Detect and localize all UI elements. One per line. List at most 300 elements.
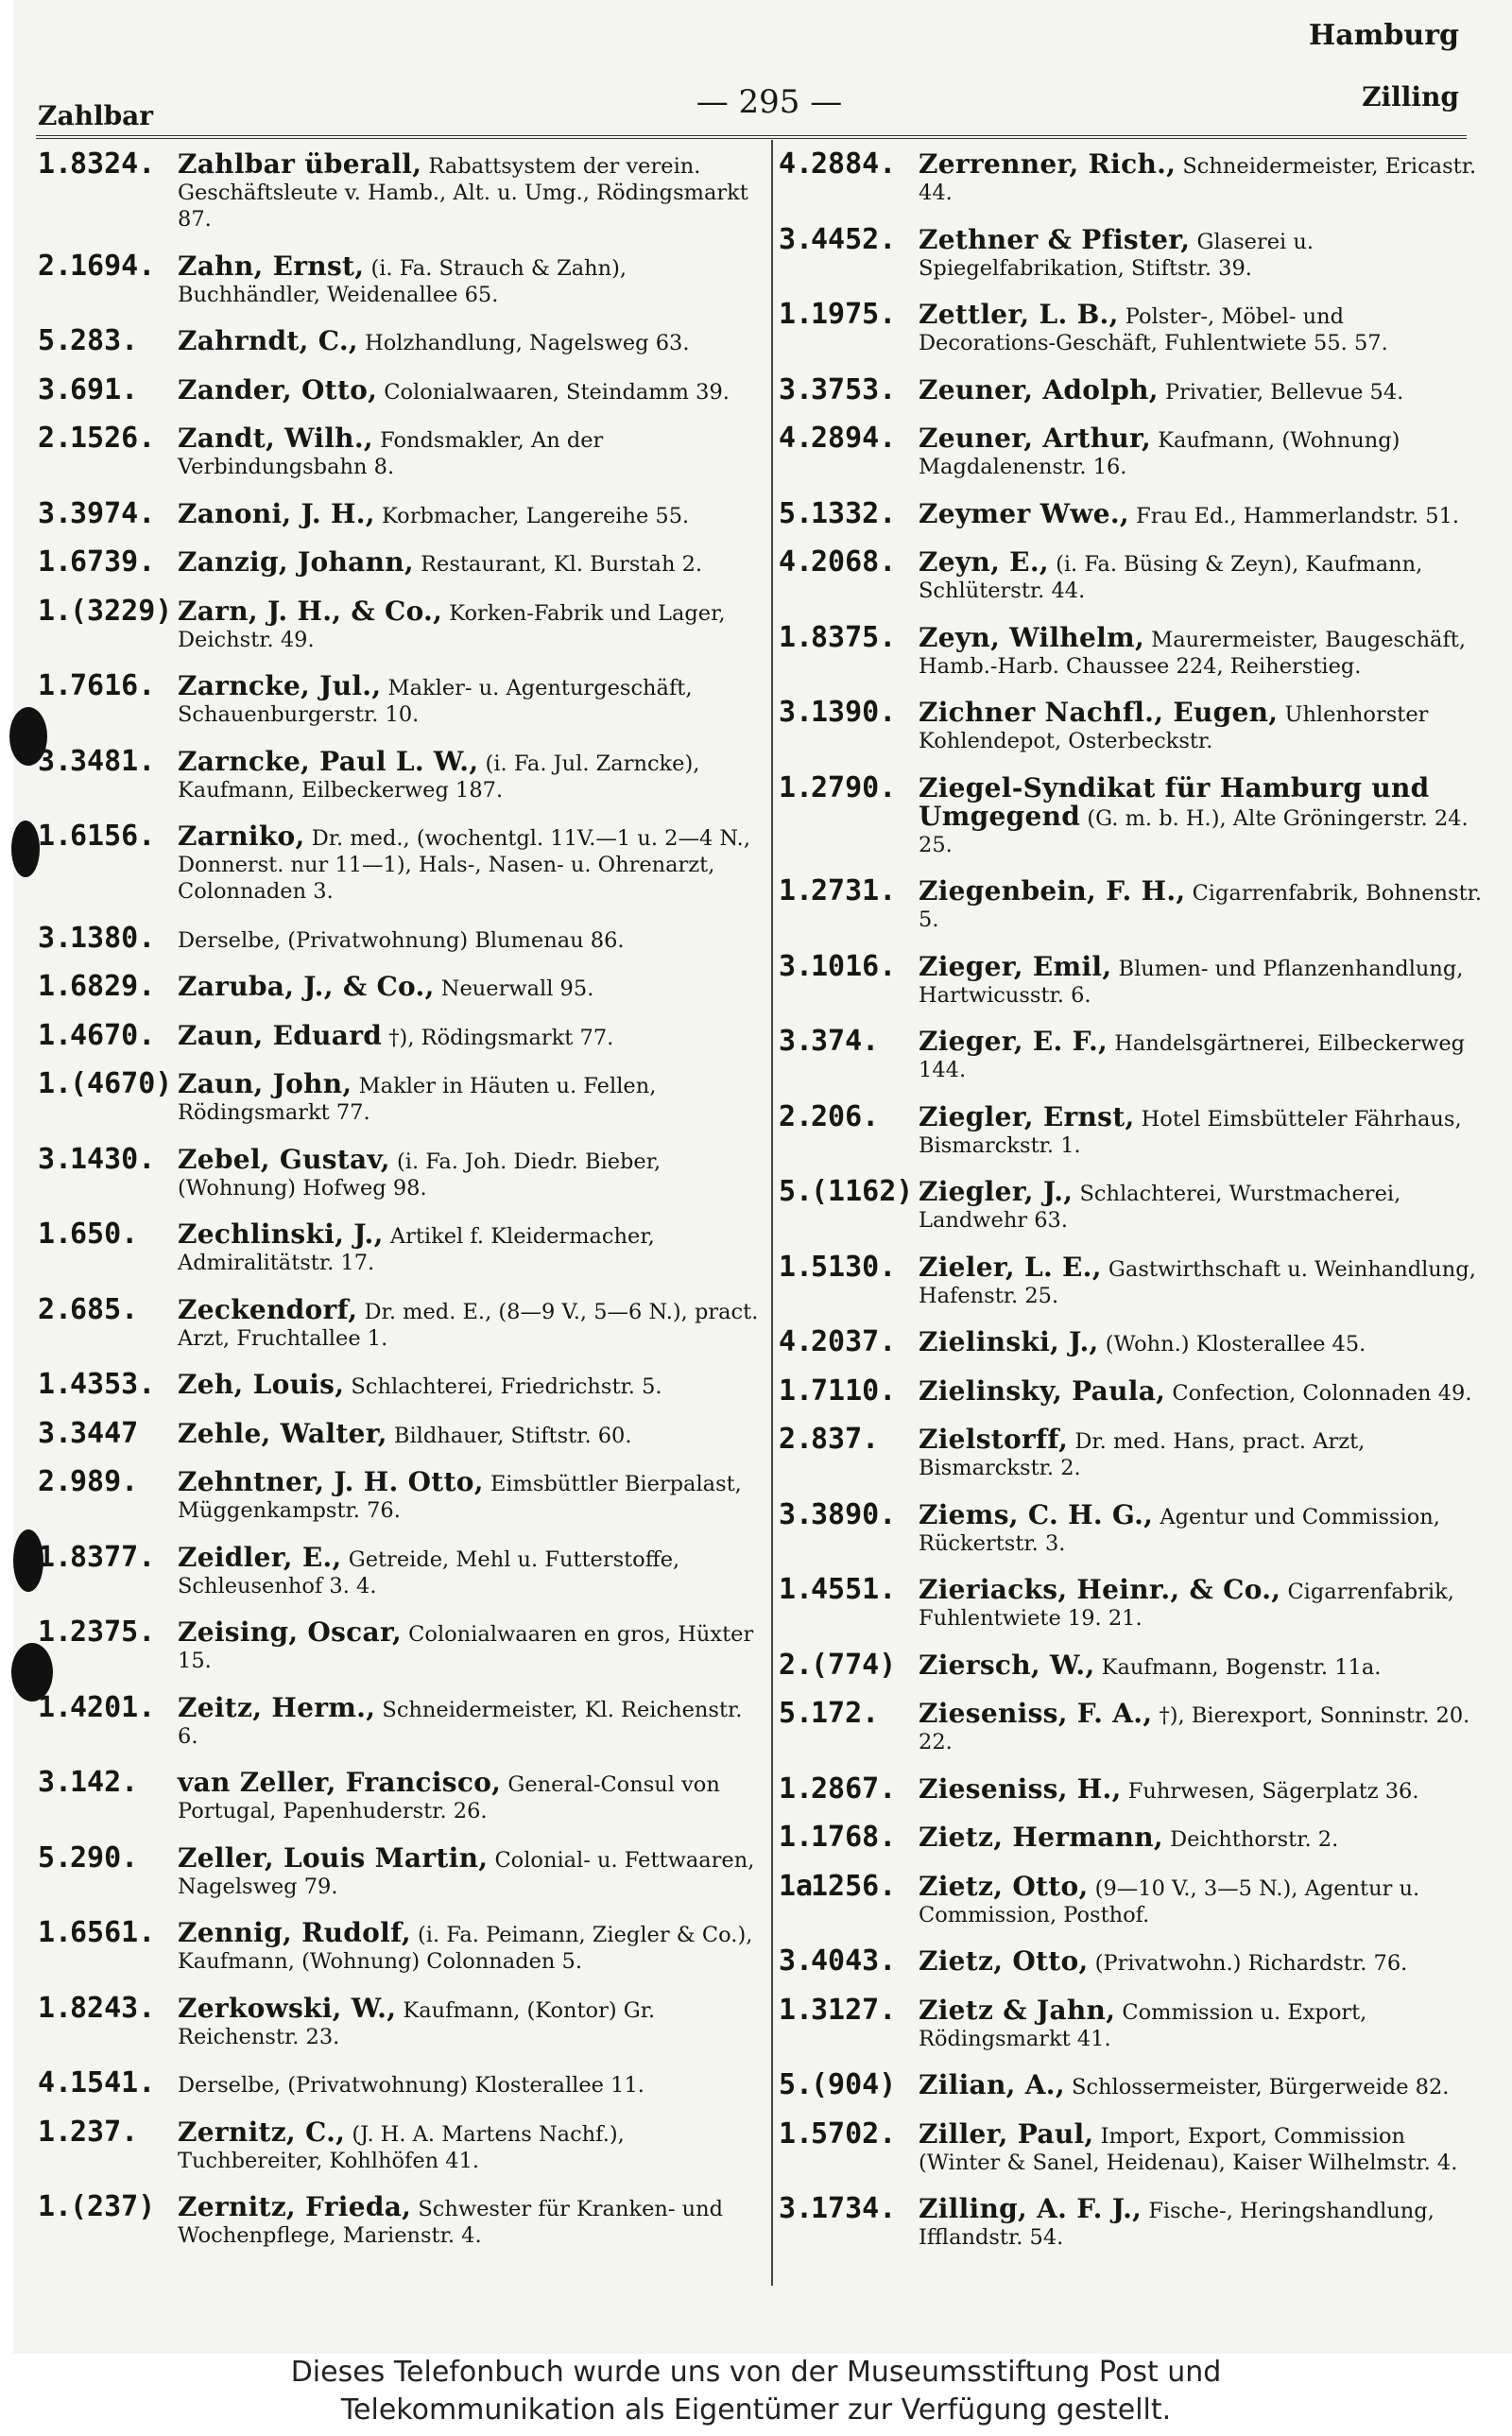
subscriber-name: Zennig, Rudolf, xyxy=(178,1917,411,1948)
directory-entry xyxy=(38,921,762,955)
phone-number xyxy=(779,1869,897,1903)
subscriber-details: Korken-Fabrik und Lager, Deichstr. 49. xyxy=(178,600,726,652)
subscriber-details: (i. Fa. Jul. Zarncke), Kaufmann, Eilbeckerweg 187. xyxy=(178,751,700,803)
line-number: 2375. xyxy=(70,1615,156,1649)
subscriber-details: Colonial- u. Fettwaaren, Nagelsweg 79. xyxy=(178,1847,755,1899)
phone-number xyxy=(38,1067,173,1100)
subscriber-name: Zielinsky, Paula, xyxy=(919,1374,1166,1407)
line-number: 8324. xyxy=(70,147,156,181)
subscriber-name: Zarn, J. H., & Co., xyxy=(178,595,443,627)
phone-number xyxy=(38,372,139,406)
subscriber-name: Zahrndt, C., xyxy=(178,325,358,356)
subscriber-details: Deichthorstr. 2. xyxy=(1162,1827,1339,1852)
subscriber-name: Zandt, Wilh., xyxy=(178,423,373,454)
phone-number xyxy=(38,2115,139,2149)
directory-entry xyxy=(779,874,1486,933)
subscriber-name: Zethner & Pfister, xyxy=(919,223,1191,255)
subscriber-details: Restaurant, Kl. Burstah 2. xyxy=(413,552,703,577)
subscriber-details: Holzhandlung, Nagelsweg 63. xyxy=(357,331,690,355)
directory-entry xyxy=(38,970,762,1003)
subscriber-details: Artikel f. Kleidermacher, Admiralitätstr. 17. xyxy=(178,1224,655,1275)
directory-entry xyxy=(38,744,762,803)
exchange-zone: 1. xyxy=(38,1368,73,1401)
phone-number xyxy=(38,249,156,283)
subscriber-name: Zieriacks, Heinr., & Co., xyxy=(919,1574,1281,1605)
exchange-zone: 5. xyxy=(779,1697,814,1730)
subscriber-name: Zietz & Jahn, xyxy=(919,1994,1116,2026)
subscriber-name: Zietz, Otto, xyxy=(919,1945,1089,1977)
directory-entry xyxy=(779,2192,1486,2251)
left-column xyxy=(38,147,762,2270)
subscriber-name: Zichner Nachfl., Eugen, xyxy=(919,697,1279,728)
phone-number xyxy=(38,496,156,530)
subscriber-details: Gastwirthschaft u. Weinhandlung, Hafenstr. 25. xyxy=(919,1256,1476,1308)
subscriber-details: Glaserei u. Spiegelfabrikation, Stiftstr. 39. xyxy=(919,229,1314,281)
phone-number xyxy=(38,1615,156,1649)
exchange-zone: 3. xyxy=(38,744,73,778)
line-number: 4452. xyxy=(811,222,897,256)
line-number: 142. xyxy=(70,1766,139,1799)
line-number: 2790. xyxy=(811,770,897,804)
subscriber-details: Kaufmann, Bogenstr. 11a. xyxy=(1094,1654,1382,1680)
phone-number xyxy=(38,324,139,357)
phone-number xyxy=(38,1142,156,1176)
exchange-zone: 1. xyxy=(779,2116,814,2151)
subscriber-details: (Privatwohn.) Richardstr. 76. xyxy=(1088,1951,1408,1976)
directory-entry xyxy=(779,1869,1486,1928)
exchange-zone: 1. xyxy=(779,1573,814,1606)
phone-number xyxy=(779,1099,880,1133)
directory-page xyxy=(13,0,1512,2354)
subscriber-details: Handelsgärtnerei, Eilbeckerweg 144. xyxy=(919,1031,1466,1082)
subscriber-name: Ziller, Paul, xyxy=(919,2117,1094,2150)
exchange-zone: 2. xyxy=(38,422,73,455)
directory-entry xyxy=(38,1416,762,1450)
directory-entry xyxy=(38,1690,762,1750)
line-number: 206. xyxy=(811,1099,880,1133)
subscriber-name: Zeyn, E., xyxy=(919,546,1049,578)
directory-entry xyxy=(779,696,1486,754)
subscriber-name: Zahn, Ernst, xyxy=(178,250,365,282)
exchange-zone: 1. xyxy=(38,1018,73,1052)
line-number: 8375. xyxy=(811,620,897,654)
line-number: 8377. xyxy=(70,1540,156,1574)
subscriber-details: Agentur und Commission, Rückertstr. 3. xyxy=(919,1504,1440,1556)
exchange-zone: 2. xyxy=(38,249,73,283)
subscriber-details: (i. Fa. Peimann, Ziegler & Co.), Kaufmann, (Wohnung) Colonnaden 5. xyxy=(178,1923,753,1974)
line-number: 691. xyxy=(70,372,139,406)
directory-entry xyxy=(779,1025,1486,1083)
footer-notice xyxy=(0,2354,1512,2436)
subscriber-name: Zettler, L. B., xyxy=(919,299,1119,330)
line-number: 650. xyxy=(70,1218,139,1251)
subscriber-details: Korbmacher, Langereihe 55. xyxy=(374,503,690,528)
exchange-zone: 5. xyxy=(779,2068,814,2101)
footer-line-2: Telekommunikation als Eigentümer zur Verfügung gestellt. xyxy=(340,2393,1172,2427)
line-number: 3481. xyxy=(70,744,156,778)
directory-entry xyxy=(779,222,1486,282)
subscriber-details: Schneidermeister, Kl. Reichenstr. 6. xyxy=(178,1697,743,1749)
directory-entry xyxy=(779,1325,1486,1358)
line-number: 5702. xyxy=(811,2116,897,2151)
phone-number xyxy=(779,696,897,729)
subscriber-details: Derselbe, (Privatwohnung) Blumenau 86. xyxy=(178,927,625,953)
exchange-zone: 1. xyxy=(38,594,73,628)
subscriber-details: Hotel Eimsbütteler Fährhaus, Bismarckstr. 1. xyxy=(919,1106,1462,1158)
subscriber-details: Eimsbüttler Bierpalast, Müggenkampstr. 76. xyxy=(178,1472,742,1523)
line-number: 837. xyxy=(811,1423,880,1456)
subscriber-name: Ziegenbein, F. H., xyxy=(919,875,1186,907)
binding-hole xyxy=(11,821,40,877)
directory-entry xyxy=(38,1368,762,1401)
subscriber-name: Zielstorff, xyxy=(919,1424,1069,1455)
phone-number xyxy=(38,1018,156,1052)
subscriber-name: Zerkowski, W., xyxy=(178,1992,397,2024)
phone-number xyxy=(38,1766,139,1799)
subscriber-name: Zieger, Emil, xyxy=(919,950,1112,982)
directory-entry xyxy=(779,949,1486,1009)
phone-number xyxy=(779,949,897,983)
phone-number xyxy=(779,2116,897,2151)
line-number: 3974. xyxy=(70,496,156,530)
line-number: 3127. xyxy=(811,1993,897,2027)
directory-entry xyxy=(38,324,762,357)
subscriber-name: Zieger, E. F., xyxy=(919,1026,1108,1057)
directory-entry xyxy=(779,1497,1486,1557)
subscriber-name: Zieseniss, F. A., xyxy=(919,1698,1153,1729)
subscriber-details: (i. Fa. Büsing & Zeyn), Kaufmann, Schlüterstr. 44. xyxy=(919,552,1423,603)
directory-entry xyxy=(779,496,1486,530)
phone-number xyxy=(38,1465,139,1498)
exchange-zone: 1. xyxy=(38,1067,73,1100)
phone-number xyxy=(38,1540,156,1574)
directory-entry xyxy=(38,1218,762,1276)
directory-entry xyxy=(779,298,1486,356)
directory-entry xyxy=(38,594,762,653)
phone-number xyxy=(779,372,897,406)
exchange-zone: 4. xyxy=(779,545,814,579)
subscriber-details: (i. Fa. Joh. Diedr. Bieber, (Wohnung) Hofweg 98. xyxy=(178,1149,662,1201)
subscriber-details: Schneidermeister, Ericastr. 44. xyxy=(919,154,1477,205)
line-number: 4670. xyxy=(70,1018,156,1052)
exchange-zone: 1. xyxy=(38,545,73,579)
subscriber-name: Zeidler, E., xyxy=(178,1541,342,1573)
exchange-zone: 3. xyxy=(779,1944,814,1978)
exchange-zone: 3. xyxy=(38,1416,73,1450)
exchange-zone: 4. xyxy=(38,2066,73,2099)
line-number: 2867. xyxy=(811,1771,897,1805)
phone-number xyxy=(779,1821,897,1854)
subscriber-name: Zieseniss, H., xyxy=(919,1772,1122,1805)
subscriber-details: Import, Export, Commission (Winter & Sanel, Heidenau), Kaiser Wilhelmstr. 4. xyxy=(919,2123,1458,2175)
directory-entry xyxy=(38,820,762,905)
exchange-zone: 3. xyxy=(779,1497,814,1531)
subscriber-name: Zeitz, Herm., xyxy=(178,1691,376,1723)
directory-entry xyxy=(779,2116,1486,2176)
line-number: 4551. xyxy=(811,1573,897,1606)
subscriber-name: Zeller, Louis Martin, xyxy=(178,1841,489,1874)
line-number: 4043. xyxy=(811,1944,897,1978)
line-number: 7616. xyxy=(70,669,156,702)
line-number: 3753. xyxy=(811,372,897,406)
phone-number xyxy=(779,770,897,804)
subscriber-details: Privatier, Bellevue 54. xyxy=(1158,379,1404,405)
directory-entry xyxy=(38,1465,762,1524)
phone-number xyxy=(38,1840,139,1875)
phone-number xyxy=(38,921,156,955)
exchange-zone: 3. xyxy=(779,2192,814,2225)
directory-entry xyxy=(779,620,1486,680)
subscriber-name: Zarniko, xyxy=(178,821,305,852)
subscriber-details: Neuerwall 95. xyxy=(434,976,594,1001)
directory-entry xyxy=(779,1697,1486,1755)
directory-entry xyxy=(779,1373,1486,1408)
directory-entry xyxy=(38,1991,762,2050)
line-number: 6561. xyxy=(70,1916,156,1949)
subscriber-name: Zeymer Wwe., xyxy=(919,497,1129,529)
line-number: 1256. xyxy=(811,1869,897,1903)
subscriber-name: Zeuner, Arthur, xyxy=(919,423,1152,454)
subscriber-details: Kaufmann, (Wohnung) Magdalenenstr. 16. xyxy=(919,428,1400,479)
line-number: 4201. xyxy=(70,1690,156,1724)
exchange-zone: 1. xyxy=(38,1615,73,1649)
exchange-zone: 2. xyxy=(779,1648,814,1682)
phone-number xyxy=(779,496,897,530)
exchange-zone: 3. xyxy=(38,1142,73,1176)
line-number: 1734. xyxy=(811,2192,897,2225)
directory-entry xyxy=(38,1292,762,1352)
phone-number xyxy=(779,1175,914,1208)
directory-entry xyxy=(779,1423,1486,1481)
phone-number xyxy=(38,1292,139,1326)
exchange-zone: 1. xyxy=(779,1993,814,2027)
subscriber-details: Cigarrenfabrik, Fuhlentwiete 19. 21. xyxy=(919,1580,1454,1631)
line-number: 989. xyxy=(70,1465,139,1498)
line-number: 237. xyxy=(70,2115,139,2149)
subscriber-details: (J. H. A. Martens Nachf.), Tuchbereiter, Kohlhöfen 41. xyxy=(178,2121,625,2173)
line-number: (3229) xyxy=(70,594,173,628)
subscriber-name: Zebel, Gustav, xyxy=(178,1143,390,1175)
line-number: 1975. xyxy=(811,298,897,331)
exchange-zone: 3. xyxy=(779,372,814,406)
exchange-zone: 5. xyxy=(38,1840,73,1875)
line-number: (904) xyxy=(811,2068,897,2101)
subscriber-name: Zanoni, J. H., xyxy=(178,497,375,529)
subscriber-details: (i. Fa. Strauch & Zahn), Buchhändler, Weidenallee 65. xyxy=(178,255,627,307)
exchange-zone: 2. xyxy=(779,1099,814,1133)
right-column xyxy=(779,147,1486,2272)
exchange-zone: 1. xyxy=(38,2115,73,2149)
phone-number xyxy=(779,1944,897,1978)
subscriber-name: van Zeller, Francisco, xyxy=(178,1767,502,1798)
exchange-zone: 1. xyxy=(38,970,73,1003)
phone-number xyxy=(779,2192,897,2225)
phone-number xyxy=(779,1025,880,1058)
directory-entry xyxy=(38,1142,762,1201)
line-number: 1694. xyxy=(70,249,156,283)
line-number: (4670) xyxy=(70,1067,173,1100)
phone-number xyxy=(779,1697,880,1730)
exchange-zone: 1. xyxy=(38,1218,73,1251)
exchange-zone: 1. xyxy=(38,1540,73,1574)
phone-number xyxy=(38,820,156,853)
subscriber-details: Fische-, Heringshandlung, Ifflandstr. 54. xyxy=(919,2199,1435,2250)
phone-number xyxy=(38,1416,139,1450)
exchange-zone: 1. xyxy=(779,620,814,654)
directory-entry xyxy=(779,1250,1486,1309)
exchange-zone: 2. xyxy=(38,1465,73,1498)
line-number: 6829. xyxy=(70,970,156,1003)
directory-entry xyxy=(779,1099,1486,1159)
directory-entry xyxy=(779,1771,1486,1805)
phone-number xyxy=(779,1325,897,1358)
subscriber-details: Commission u. Export, Rödingsmarkt 41. xyxy=(919,1999,1367,2051)
exchange-zone: 1. xyxy=(779,1821,814,1854)
directory-entry xyxy=(38,1018,762,1052)
subscriber-name: Ziegler, J., xyxy=(919,1176,1074,1207)
subscriber-details: Schlossermeister, Bürgerweide 82. xyxy=(1064,2075,1450,2099)
subscriber-name: Zehntner, J. H. Otto, xyxy=(178,1466,484,1497)
directory-entry xyxy=(779,1175,1486,1234)
subscriber-name: Ziersch, W., xyxy=(919,1649,1095,1681)
subscriber-details: General-Consul von Portugal, Papenhuderstr. 26. xyxy=(178,1772,720,1823)
exchange-zone: 3. xyxy=(779,222,814,256)
line-number: 1430. xyxy=(70,1142,156,1176)
subscriber-name: Zaun, Eduard xyxy=(178,1019,383,1051)
directory-entry xyxy=(38,422,762,480)
exchange-zone: 1. xyxy=(38,1991,73,2025)
exchange-zone: 1. xyxy=(38,1916,73,1949)
subscriber-details: Rabattsystem der verein. Geschäftsleute v. Hamb., Alt. u. Umg., Rödingsmarkt 87. xyxy=(178,154,748,232)
subscriber-details: Schlachterei, Friedrichstr. 5. xyxy=(344,1374,662,1399)
line-number: 1390. xyxy=(811,696,897,729)
phone-number xyxy=(38,594,173,628)
phone-number xyxy=(38,1991,156,2025)
exchange-zone: 3. xyxy=(779,696,814,729)
phone-number xyxy=(779,1573,897,1606)
header-last-entry-word: Zilling xyxy=(1362,81,1459,112)
line-number: 2731. xyxy=(811,874,897,907)
line-number: 1541. xyxy=(70,2066,156,2099)
phone-number xyxy=(38,1916,156,1949)
subscriber-details: Maurermeister, Baugeschäft, Hamb.-Harb. Chaussee 224, Reiherstieg. xyxy=(919,627,1466,679)
line-number: 290. xyxy=(70,1840,139,1875)
directory-entry xyxy=(38,1067,762,1126)
line-number: 1016. xyxy=(811,949,897,983)
directory-entry xyxy=(38,1916,762,1975)
exchange-zone: 5. xyxy=(779,496,814,530)
directory-entry xyxy=(779,372,1486,406)
exchange-zone: 3. xyxy=(779,1025,814,1058)
subscriber-details: Uhlenhorster Kohlendepot, Osterbeckstr. xyxy=(919,702,1429,753)
subscriber-name: Zechlinski, J., xyxy=(178,1218,384,1250)
subscriber-details: Fondsmakler, An der Verbindungsbahn 8. xyxy=(178,428,604,479)
exchange-zone: 2. xyxy=(38,1292,73,1326)
exchange-zone: 1. xyxy=(779,1373,814,1408)
line-number: 1768. xyxy=(811,1821,897,1854)
line-number: 283. xyxy=(70,324,139,357)
exchange-zone: 1. xyxy=(779,298,814,331)
line-number: (237) xyxy=(70,2190,156,2223)
line-number: 2884. xyxy=(811,147,897,181)
line-number: 1380. xyxy=(70,921,156,955)
subscriber-details: (9—10 V., 3—5 N.), Agentur u. Commission, Posthof. xyxy=(919,1875,1420,1927)
line-number: 5130. xyxy=(811,1250,897,1284)
exchange-zone: 3. xyxy=(38,372,73,406)
directory-entry xyxy=(38,249,762,308)
directory-entry xyxy=(38,147,762,233)
line-number: 3447 xyxy=(70,1416,139,1450)
subscriber-details: Dr. med., (wochentgl. 11V.—1 u. 2—4 N., Donnerst. nur 11—1), Hals-, Nasen- u. Ohrenarzt, Colonnaden 3. xyxy=(178,826,750,904)
subscriber-name: Zeyn, Wilhelm, xyxy=(919,621,1144,653)
subscriber-name: Zarncke, Jul., xyxy=(178,670,382,701)
subscriber-name: Zielinski, J., xyxy=(919,1326,1099,1357)
subscriber-name: Zilian, A., xyxy=(919,2069,1065,2100)
subscriber-details: Colonialwaaren en gros, Hüxter 15. xyxy=(178,1622,754,1673)
subscriber-details: Dr. med. Hans, pract. Arzt, Bismarckstr. 2. xyxy=(919,1429,1366,1480)
line-number: 6739. xyxy=(70,545,156,579)
directory-entry xyxy=(38,1840,762,1900)
subscriber-details: (G. m. b. H.), Alte Gröningerstr. 24. 25. xyxy=(919,805,1469,857)
subscriber-name: Zeckendorf, xyxy=(178,1293,358,1325)
directory-entry xyxy=(38,1766,762,1824)
exchange-zone: 1. xyxy=(38,669,73,702)
phone-number xyxy=(779,620,897,654)
directory-entry xyxy=(38,669,762,728)
phone-number xyxy=(779,1497,897,1531)
phone-number xyxy=(38,422,156,455)
line-number: (1162) xyxy=(811,1175,914,1208)
exchange-zone: 1. xyxy=(38,820,73,853)
subscriber-details: Kaufmann, (Kontor) Gr. Reichenstr. 23. xyxy=(178,1997,656,2049)
subscriber-details: Confection, Colonnaden 49. xyxy=(1165,1380,1472,1406)
subscriber-name: Zehle, Walter, xyxy=(178,1417,387,1449)
subscriber-details: (Wohn.) Klosterallee 45. xyxy=(1098,1332,1366,1356)
phone-number xyxy=(38,970,156,1003)
directory-entry xyxy=(38,545,762,579)
phone-number xyxy=(779,147,897,181)
line-number: 4353. xyxy=(70,1368,156,1401)
directory-entry xyxy=(779,1993,1486,2052)
subscriber-name: Zerrenner, Rich., xyxy=(919,148,1177,180)
directory-entry xyxy=(779,1648,1486,1682)
subscriber-name: Ziegler, Ernst, xyxy=(919,1100,1135,1132)
exchange-zone: 5. xyxy=(779,1175,814,1208)
exchange-zone: 1. xyxy=(779,1250,814,1284)
phone-number xyxy=(779,545,897,579)
line-number: 1526. xyxy=(70,422,156,455)
line-number: 374. xyxy=(811,1025,880,1058)
line-number: 172. xyxy=(811,1697,880,1730)
subscriber-name: Ziegel-Syndikat für Hamburg und Umgegend xyxy=(919,771,1430,832)
line-number: 7110. xyxy=(811,1373,897,1408)
phone-number xyxy=(779,1993,897,2027)
subscriber-name: Zernitz, C., xyxy=(178,2116,346,2148)
phone-number xyxy=(779,1648,897,1682)
subscriber-name: Ziems, C. H. G., xyxy=(919,1498,1154,1530)
exchange-zone: 1. xyxy=(779,770,814,804)
directory-entry xyxy=(38,372,762,406)
subscriber-name: Zernitz, Frieda, xyxy=(178,2191,412,2222)
subscriber-details: Cigarrenfabrik, Bohnenstr. 5. xyxy=(919,881,1483,932)
exchange-zone: 3. xyxy=(779,949,814,983)
phone-number xyxy=(38,1690,156,1724)
page-number: — 295 — xyxy=(696,83,843,121)
subscriber-name: Zeuner, Adolph, xyxy=(919,373,1159,406)
directory-entry xyxy=(779,1573,1486,1632)
subscriber-details: Blumen- und Pflanzenhandlung, Hartwicusstr. 6. xyxy=(919,956,1464,1008)
phone-number xyxy=(38,1218,139,1251)
